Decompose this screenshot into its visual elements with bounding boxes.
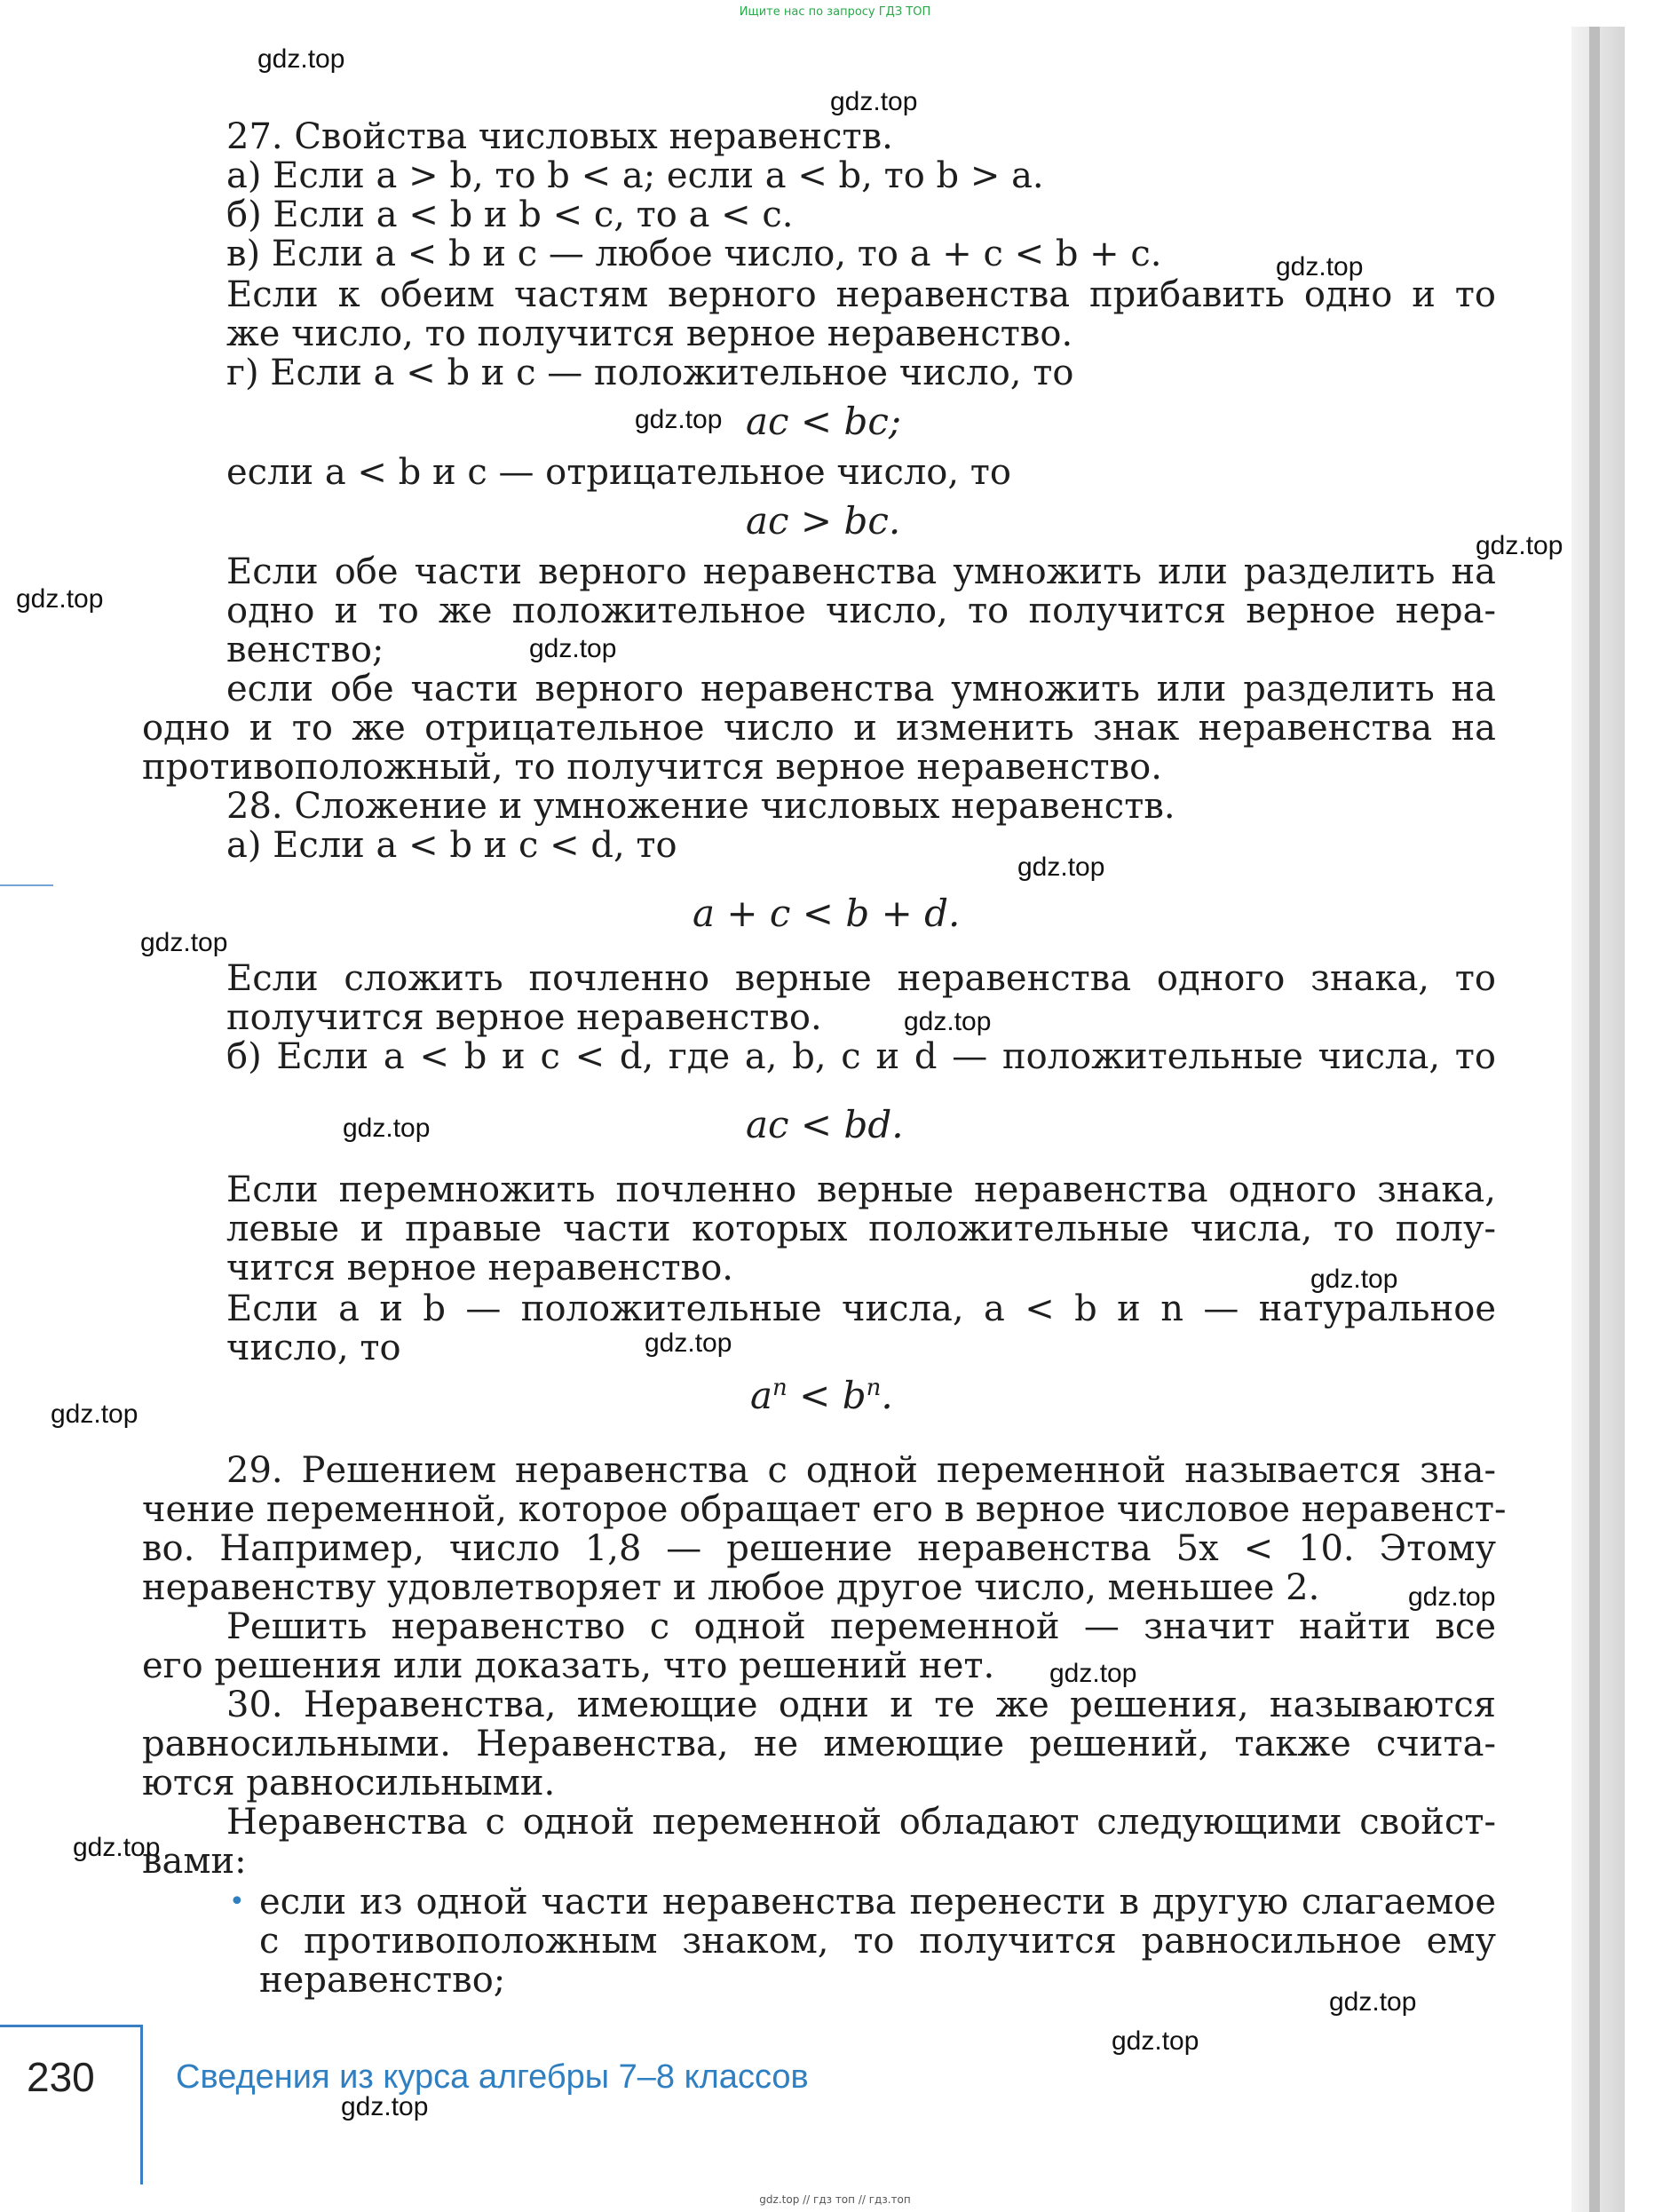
text-line: б) Если a < b и b < c, то a < c. [226,194,794,235]
text-line: чение переменной, которое обращает его в верное числовое неравенст- [142,1489,1507,1530]
watermark: gdz.top [1310,1265,1398,1294]
page-number: 230 [27,2054,95,2100]
text-line: в) Если a < b и c — любое число, то a + c < b + c. [226,234,1162,274]
text-line: а) Если a < b и c < d, то [226,825,677,866]
formula: ac < bc; [746,400,902,443]
text-line: неравенство; [259,1960,506,2001]
watermark: gdz.top [140,928,228,957]
text-line: вами: [142,1841,247,1882]
text-line: б) Если a < b и c < d, где a, b, c и d — положительные числа, то [226,1036,1496,1077]
text-line: же число, то получится верное неравенство. [226,313,1073,354]
footer-divider [0,2025,142,2027]
text-line: его решения или доказать, что решений нет. [142,1645,995,1686]
text-line: г) Если a < b и c — положительное число, то [226,353,1074,393]
text-line: чится верное неравенство. [226,1248,733,1288]
top-note: Ищите нас по запросу ГДЗ ТОП [739,5,931,19]
watermark: gdz.top [1329,1987,1417,2017]
text-line: а) Если a > b, то b < a; если a < b, то b > a. [226,155,1044,196]
text-line: Если обе части верного неравенства умножить или разделить на [226,551,1496,592]
watermark: gdz.top [73,1833,161,1862]
watermark: gdz.top [257,44,345,74]
watermark: gdz.top [1476,531,1563,560]
text-line: равносильными. Неравенства, не имеющие решений, также счита- [142,1724,1496,1764]
watermark: gdz.top [529,634,617,663]
margin-mark [0,884,53,886]
text-line: во. Например, число 1,8 — решение неравенства 5x < 10. Этому [142,1528,1496,1569]
watermark: gdz.top [1112,2026,1199,2056]
formula: ac < bd. [746,1103,904,1146]
formula: a + c < b + d. [693,892,961,935]
text-line: если a < b и c — отрицательное число, то [226,452,1011,493]
text-line: неравенству удовлетворяет и любое другое число, меньшее 2. [142,1567,1320,1608]
text-line: Решить неравенство с одной переменной — значит найти все [226,1606,1496,1647]
formula: ac > bc. [746,499,901,543]
section-30-start: 30. Неравенства, имеющие одни и те же решения, называются [226,1685,1496,1725]
footer-divider [140,2025,143,2184]
page-edge [1589,27,1600,2212]
text-line: если из одной части неравенства перенести в другую слагаемое [259,1882,1496,1923]
watermark: gdz.top [341,2092,429,2121]
watermark: gdz.top [1017,852,1105,882]
text-line: венство; [226,630,384,670]
watermark: gdz.top [635,405,723,434]
footer-title: Сведения из курса алгебры 7–8 классов [176,2058,809,2096]
text-line: ются равносильными. [142,1763,556,1804]
formula: $a^n < b^n$. [750,1374,893,1417]
watermark: gdz.top [343,1114,431,1143]
text-line: одно и то же положительное число, то получится верное нера- [226,591,1496,631]
watermark: gdz.top [16,584,104,614]
watermark: gdz.top [51,1399,139,1429]
text-line: Если сложить почленно верные неравенства одного знака, то [226,958,1496,999]
text-line: получится верное неравенство. [226,997,822,1038]
watermark: gdz.top [830,87,918,116]
watermark: gdz.top [904,1007,992,1036]
text-line: Неравенства с одной переменной обладают следующими свойст- [226,1802,1496,1843]
text-line: Если перемножить почленно верные неравенства одного знака, [226,1169,1496,1210]
section-29-start: 29. Решением неравенства с одной переменной называется зна- [226,1450,1496,1491]
text-line: если обе части верного неравенства умножить или разделить на [226,669,1496,710]
section-27-title: 27. Свойства числовых неравенств. [226,116,893,157]
text-line: Если a и b — положительные числа, a < b и n — натуральное [226,1288,1496,1329]
watermark: gdz.top [645,1328,732,1358]
text-line: одно и то же отрицательное число и изменить знак неравенства на [142,708,1496,749]
section-28-title: 28. Сложение и умножение числовых неравенств. [226,786,1175,827]
bullet-icon: • [229,1886,245,1917]
text-line: противоположный, то получится верное неравенство. [142,747,1162,788]
text-line: число, то [226,1328,401,1368]
watermark: gdz.top [1276,252,1364,281]
text-line: левые и правые части которых положительные числа, то полу- [226,1209,1496,1249]
watermark: gdz.top [1408,1582,1496,1612]
watermark: gdz.top [1049,1659,1137,1688]
text-line: с противоположным знаком, то получится равносильное ему [259,1921,1496,1962]
text-line: Если к обеим частям верного неравенства прибавить одно и то [226,274,1496,315]
bottom-note: gdz.top // гдз топ // гдз.топ [759,2193,911,2206]
